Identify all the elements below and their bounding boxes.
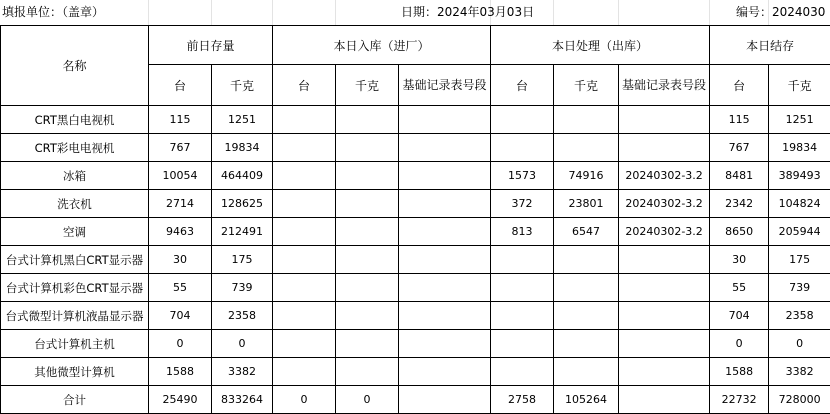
cell-prev-units[interactable]: 767 xyxy=(149,134,212,162)
cell-in-record[interactable] xyxy=(399,190,491,218)
col-group-closing-stock[interactable]: 本日结存 xyxy=(710,26,830,65)
cell-in-units[interactable] xyxy=(273,274,336,302)
grid-line xyxy=(148,0,149,25)
cell-end-kg[interactable]: 205944 xyxy=(769,218,830,246)
cell-end-kg[interactable]: 2358 xyxy=(769,302,830,330)
cell-name[interactable]: 台式计算机彩色CRT显示器 xyxy=(1,274,149,302)
cell-prev-kg[interactable]: 0 xyxy=(212,330,273,358)
cell-end-units[interactable]: 1588 xyxy=(710,358,769,386)
cell-in-units[interactable]: 0 xyxy=(273,386,336,414)
cell-end-kg[interactable]: 3382 xyxy=(769,358,830,386)
cell-prev-kg[interactable]: 19834 xyxy=(212,134,273,162)
cell-in-record[interactable] xyxy=(399,218,491,246)
table-row xyxy=(1,302,830,330)
cell-in-kg[interactable] xyxy=(336,302,399,330)
cell-proc-kg[interactable] xyxy=(554,330,619,358)
cell-end-kg[interactable]: 389493 xyxy=(769,162,830,190)
col-header-proc-kg[interactable]: 千克 xyxy=(554,65,619,106)
cell-in-kg[interactable] xyxy=(336,246,399,274)
col-header-proc-units[interactable]: 台 xyxy=(491,65,554,106)
header-row-groups xyxy=(1,26,830,65)
cell-name[interactable]: 冰箱 xyxy=(1,162,149,190)
cell-proc-record[interactable] xyxy=(619,134,710,162)
cell-in-kg[interactable] xyxy=(336,358,399,386)
cell-end-kg[interactable]: 1251 xyxy=(769,106,830,134)
cell-in-kg[interactable] xyxy=(336,274,399,302)
cell-proc-record[interactable]: 20240302-3.2 xyxy=(619,190,710,218)
cell-prev-units[interactable]: 1588 xyxy=(149,358,212,386)
cell-in-kg[interactable] xyxy=(336,134,399,162)
cell-in-units[interactable] xyxy=(273,302,336,330)
cell-in-kg[interactable] xyxy=(336,218,399,246)
cell-name[interactable]: 台式计算机主机 xyxy=(1,330,149,358)
cell-in-kg[interactable] xyxy=(336,162,399,190)
cell-prev-kg[interactable]: 1251 xyxy=(212,106,273,134)
cell-proc-record[interactable] xyxy=(619,386,710,414)
cell-prev-units[interactable]: 55 xyxy=(149,274,212,302)
cell-end-units[interactable]: 8481 xyxy=(710,162,769,190)
cell-proc-units[interactable] xyxy=(491,330,554,358)
cell-prev-kg[interactable]: 175 xyxy=(212,246,273,274)
cell-name[interactable]: 其他微型计算机 xyxy=(1,358,149,386)
grid-line xyxy=(211,0,212,25)
cell-in-units[interactable] xyxy=(273,218,336,246)
cell-proc-record[interactable] xyxy=(619,106,710,134)
col-header-name[interactable]: 名称 xyxy=(1,26,149,106)
cell-proc-kg[interactable]: 6547 xyxy=(554,218,619,246)
cell-name[interactable]: 空调 xyxy=(1,218,149,246)
cell-end-kg[interactable]: 0 xyxy=(769,330,830,358)
cell-in-record[interactable] xyxy=(399,358,491,386)
cell-in-kg[interactable] xyxy=(336,190,399,218)
cell-proc-kg[interactable] xyxy=(554,246,619,274)
cell-proc-units[interactable] xyxy=(491,106,554,134)
inventory-table xyxy=(0,25,830,414)
cell-end-units[interactable]: 0 xyxy=(710,330,769,358)
cell-proc-units[interactable] xyxy=(491,274,554,302)
cell-prev-units[interactable]: 25490 xyxy=(149,386,212,414)
col-header-end-kg[interactable]: 千克 xyxy=(769,65,830,106)
cell-in-units[interactable] xyxy=(273,134,336,162)
col-header-in-units[interactable]: 台 xyxy=(273,65,336,106)
col-header-in-record[interactable]: 基础记录表号段 xyxy=(399,65,491,106)
col-header-prev-units[interactable]: 台 xyxy=(149,65,212,106)
cell-proc-record[interactable] xyxy=(619,302,710,330)
unit-label: 填报单位：（盖章） xyxy=(2,0,142,25)
cell-end-units[interactable]: 2342 xyxy=(710,190,769,218)
col-group-processed[interactable]: 本日处理（出库） xyxy=(491,26,710,65)
table-row xyxy=(1,274,830,302)
cell-in-record[interactable] xyxy=(399,274,491,302)
col-header-end-units[interactable]: 台 xyxy=(710,65,769,106)
cell-in-record[interactable] xyxy=(399,162,491,190)
cell-in-units[interactable] xyxy=(273,330,336,358)
cell-proc-record[interactable] xyxy=(619,274,710,302)
cell-proc-units[interactable] xyxy=(491,358,554,386)
cell-in-record[interactable] xyxy=(399,302,491,330)
cell-end-units[interactable]: 8650 xyxy=(710,218,769,246)
cell-proc-units[interactable] xyxy=(491,134,554,162)
cell-proc-units[interactable]: 813 xyxy=(491,218,554,246)
cell-in-kg[interactable] xyxy=(336,106,399,134)
cell-proc-record[interactable]: 20240302-3.2 xyxy=(619,162,710,190)
cell-proc-record[interactable]: 20240302-3.2 xyxy=(619,218,710,246)
cell-prev-units[interactable]: 30 xyxy=(149,246,212,274)
cell-in-units[interactable] xyxy=(273,358,336,386)
cell-in-units[interactable] xyxy=(273,190,336,218)
cell-proc-units[interactable]: 2758 xyxy=(491,386,554,414)
cell-prev-kg[interactable]: 212491 xyxy=(212,218,273,246)
cell-prev-units[interactable]: 704 xyxy=(149,302,212,330)
cell-name[interactable]: CRT黑白电视机 xyxy=(1,106,149,134)
cell-end-units[interactable]: 22732 xyxy=(710,386,769,414)
cell-proc-units[interactable]: 1573 xyxy=(491,162,554,190)
grid-line xyxy=(272,0,273,25)
cell-name[interactable]: 洗衣机 xyxy=(1,190,149,218)
cell-prev-kg[interactable]: 739 xyxy=(212,274,273,302)
grid-line xyxy=(618,0,619,25)
cell-proc-units[interactable] xyxy=(491,246,554,274)
cell-in-record[interactable] xyxy=(399,386,491,414)
cell-prev-kg[interactable]: 2358 xyxy=(212,302,273,330)
table-row xyxy=(1,134,830,162)
cell-prev-kg[interactable]: 833264 xyxy=(212,386,273,414)
col-header-proc-record[interactable]: 基础记录表号段 xyxy=(619,65,710,106)
cell-end-units[interactable]: 704 xyxy=(710,302,769,330)
cell-end-kg[interactable]: 728000 xyxy=(769,386,830,414)
date-label: 日期：2024年03月03日 xyxy=(401,0,601,25)
cell-prev-units[interactable]: 9463 xyxy=(149,218,212,246)
cell-in-kg[interactable]: 0 xyxy=(336,386,399,414)
table-row xyxy=(1,246,830,274)
cell-in-units[interactable] xyxy=(273,162,336,190)
cell-proc-kg[interactable] xyxy=(554,274,619,302)
cell-prev-units[interactable]: 115 xyxy=(149,106,212,134)
col-group-prev-stock[interactable]: 前日存量 xyxy=(149,26,273,65)
cell-proc-units[interactable] xyxy=(491,302,554,330)
cell-proc-kg[interactable] xyxy=(554,106,619,134)
cell-proc-kg[interactable]: 74916 xyxy=(554,162,619,190)
cell-in-units[interactable] xyxy=(273,246,336,274)
cell-in-record[interactable] xyxy=(399,246,491,274)
cell-proc-record[interactable] xyxy=(619,246,710,274)
cell-end-units[interactable]: 115 xyxy=(710,106,769,134)
cell-end-kg[interactable]: 104824 xyxy=(769,190,830,218)
cell-proc-kg[interactable]: 105264 xyxy=(554,386,619,414)
table-row xyxy=(1,162,830,190)
grid-line xyxy=(709,0,710,25)
cell-prev-kg[interactable]: 464409 xyxy=(212,162,273,190)
cell-proc-units[interactable]: 372 xyxy=(491,190,554,218)
cell-end-kg[interactable]: 19834 xyxy=(769,134,830,162)
cell-in-record[interactable] xyxy=(399,106,491,134)
table-row xyxy=(1,106,830,134)
cell-end-units[interactable]: 30 xyxy=(710,246,769,274)
cell-name[interactable]: 台式计算机黑白CRT显示器 xyxy=(1,246,149,274)
cell-prev-units[interactable]: 2714 xyxy=(149,190,212,218)
col-group-inbound[interactable]: 本日入库（进厂） xyxy=(273,26,491,65)
cell-end-kg[interactable]: 175 xyxy=(769,246,830,274)
col-header-in-kg[interactable]: 千克 xyxy=(336,65,399,106)
cell-proc-kg[interactable] xyxy=(554,302,619,330)
cell-in-record[interactable] xyxy=(399,134,491,162)
cell-end-units[interactable]: 767 xyxy=(710,134,769,162)
cell-end-kg[interactable]: 739 xyxy=(769,274,830,302)
table-row xyxy=(1,218,830,246)
cell-name[interactable]: 台式微型计算机液晶显示器 xyxy=(1,302,149,330)
cell-prev-units[interactable]: 10054 xyxy=(149,162,212,190)
grid-line xyxy=(335,0,336,25)
cell-in-units[interactable] xyxy=(273,106,336,134)
cell-proc-kg[interactable] xyxy=(554,134,619,162)
cell-name[interactable]: CRT彩电电视机 xyxy=(1,134,149,162)
table-row xyxy=(1,358,830,386)
table-row xyxy=(1,330,830,358)
cell-in-record[interactable] xyxy=(399,330,491,358)
cell-proc-record[interactable] xyxy=(619,330,710,358)
col-header-prev-kg[interactable]: 千克 xyxy=(212,65,273,106)
cell-proc-kg[interactable] xyxy=(554,358,619,386)
total-row xyxy=(1,386,830,414)
cell-in-kg[interactable] xyxy=(336,330,399,358)
cell-end-units[interactable]: 55 xyxy=(710,274,769,302)
cell-prev-kg[interactable]: 3382 xyxy=(212,358,273,386)
cell-prev-units[interactable]: 0 xyxy=(149,330,212,358)
cell-prev-kg[interactable]: 128625 xyxy=(212,190,273,218)
cell-proc-kg[interactable]: 23801 xyxy=(554,190,619,218)
cell-proc-record[interactable] xyxy=(619,358,710,386)
cell-name[interactable]: 合计 xyxy=(1,386,149,414)
table-row xyxy=(1,190,830,218)
number-label: 编号：2024030 xyxy=(736,0,830,25)
